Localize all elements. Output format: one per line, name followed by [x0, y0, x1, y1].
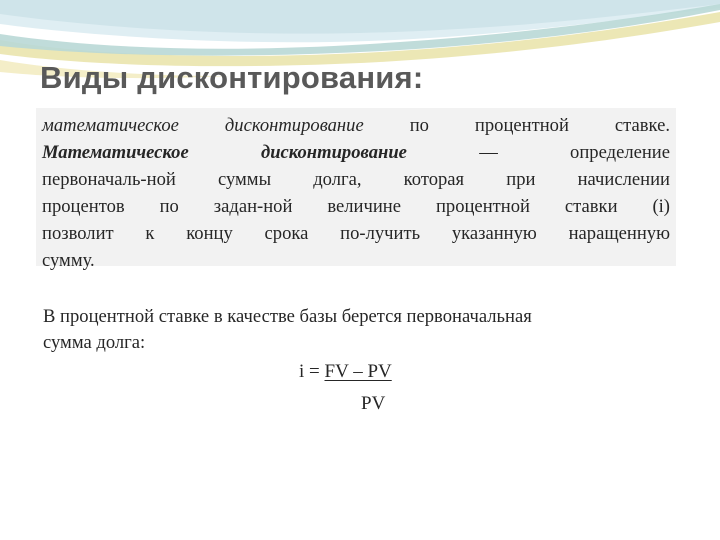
- base-paragraph-line-2: сумма долга:: [43, 332, 146, 353]
- base-paragraph: [43, 304, 683, 356]
- formula-lhs: i =: [299, 361, 325, 382]
- formula-numerator: FV – PV: [324, 361, 392, 382]
- definition-line-6: сумму.: [42, 250, 95, 271]
- definition-line-2-rest: — определение: [406, 142, 671, 163]
- slide-title: Виды дисконтирования:: [40, 60, 424, 95]
- definition-line-3: первоначаль-ной суммы долга, которая при начислении: [42, 169, 670, 190]
- formula-numerator-row: [299, 361, 392, 383]
- definition-line-1: [42, 112, 670, 139]
- term-italic: математическое дисконтирование: [42, 115, 364, 136]
- definition-line-1-rest: по процентной ставке.: [363, 115, 671, 136]
- definition-box: [36, 108, 676, 271]
- base-paragraph-line-1: В процентной ставке в качестве базы берется первоначальная: [43, 306, 532, 327]
- formula-denominator: PV: [361, 393, 386, 414]
- definition-line-5: позволит к концу срока по-лучить указанную наращенную: [42, 223, 670, 244]
- term-bold-italic: Математическое дисконтирование: [42, 142, 407, 163]
- definition-line-2: [42, 139, 670, 166]
- definition-line-4: процентов по задан-ной величине процентной ставки (i): [42, 196, 670, 217]
